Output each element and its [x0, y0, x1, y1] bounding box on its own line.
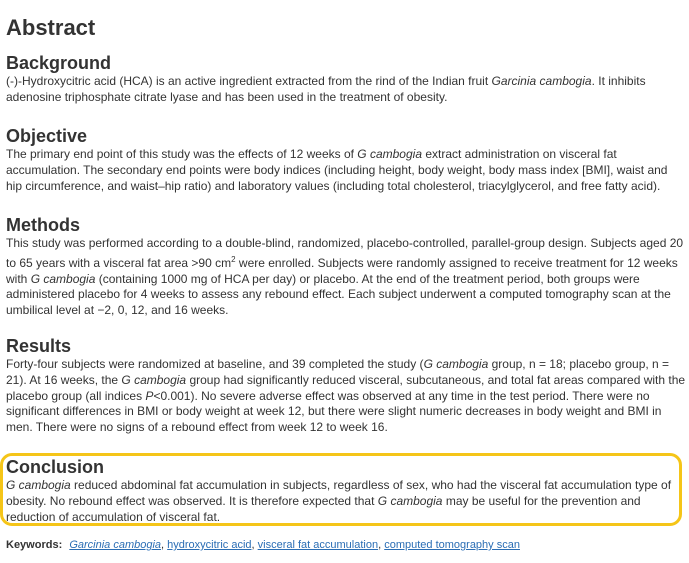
keywords-row: [6, 538, 520, 552]
background-text: (-)-Hydroxycitric acid (HCA) is an active ingredient extracted from the rind of the Indian fruit Garcinia cambogia. It inhibits adenosine triphosphate citrate lyase and has been used in the treatment of obesity.: [6, 74, 646, 104]
results-text: Forty-four subjects were randomized at baseline, and 39 completed the study (G cambogia group, n = 18; placebo group, n = 21). At 16 weeks, the G cambogia group had significantly reduced visceral, subcutaneous, and total fat areas compared with the placebo group (all indices P<0.001). No severe adverse effect was observed at any time in the test period. There were no significant differences in BMI or body weight at week 12, but there were slight numeric decreases in body weight and BMI in men. There were no signs of a rebound effect from week 12 to week 16.: [6, 357, 686, 435]
section-conclusion: [6, 456, 686, 525]
abstract-title: Abstract: [6, 15, 96, 40]
keyword-separator: ,: [251, 539, 255, 551]
methods-text: This study was performed according to a double-blind, randomized, placebo-controlled, parallel-group design. Subjects aged 20 to 65 years with a visceral fat area >90 $cm^2$ were enrolled. Subjects were randomly assigned to receive treatment for 12 weeks with G cambogia (containing 1000 mg of HCA per day) or placebo. At the end of the treatment period, both groups were administered placebo for 4 weeks to assess any rebound effect. Each subject underwent a computed tomography scan at the umbilical level at −2, 0, 12, and 16 weeks.: [6, 236, 684, 318]
keyword-link-computed-tomography-scan[interactable]: computed tomography scan: [384, 539, 520, 551]
section-objective: [6, 125, 686, 194]
keywords-label: Keywords:: [6, 539, 63, 551]
conclusion-text: G cambogia reduced abdominal fat accumulation in subjects, regardless of sex, who had the visceral fat accumulation type of obesity. No rebound effect was observed. It is therefore expected that G cambogia may be useful for the prevention and reduction of accumulation of visceral fat.: [6, 478, 672, 524]
objective-heading: Objective: [6, 126, 88, 146]
keyword-link-garcinia-cambogia[interactable]: Garcinia cambogia: [69, 539, 162, 551]
background-heading: Background: [6, 53, 112, 73]
keyword-separator: ,: [161, 539, 165, 551]
results-heading: Results: [6, 336, 72, 356]
keyword-link-visceral-fat-accumulation[interactable]: visceral fat accumulation: [257, 539, 379, 551]
conclusion-heading: Conclusion: [6, 457, 104, 477]
section-methods: [6, 214, 686, 319]
section-background: [6, 52, 686, 106]
methods-heading: Methods: [6, 215, 80, 235]
keyword-separator: ,: [378, 539, 382, 551]
keyword-link-hydroxycitric-acid[interactable]: hydroxycitric acid: [167, 539, 252, 551]
section-results: [6, 335, 686, 436]
objective-text: The primary end point of this study was the effects of 12 weeks of G cambogia extract administration on visceral fat accumulation. The secondary end points were body indices (including height, body weight, body mass index [BMI], waist and hip circumference, and waist–hip ratio) and laboratory values (including total cholesterol, triacylglycerol, and free fatty acid).: [6, 147, 668, 193]
